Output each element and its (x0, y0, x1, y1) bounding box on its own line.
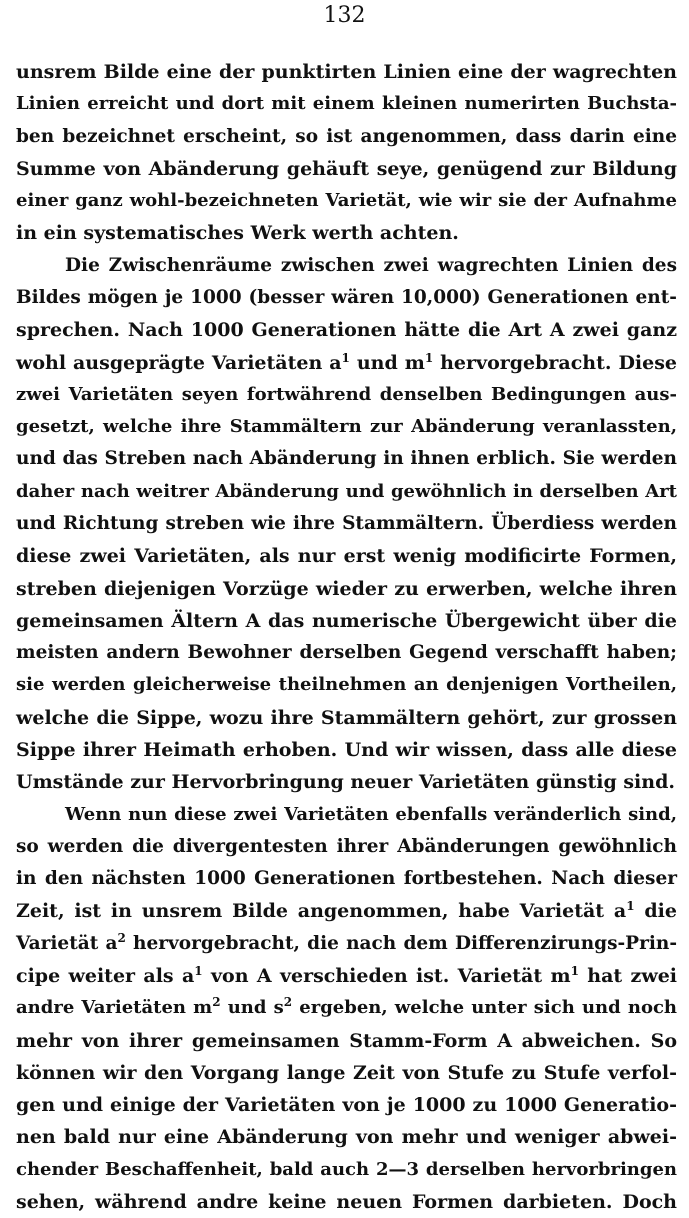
text-line: Summe von Abänderung gehäuft seye, genügend zur Bildung (16, 158, 677, 180)
page-number: 132 (323, 3, 366, 28)
text-line: welche die Sippe, wozu ihre Stammältern gehört, zur grossen (16, 707, 677, 729)
text-line: zwei Varietäten seyen fortwährend denselben Bedingungen aus- (16, 384, 677, 405)
text-line: Sippe ihrer Heimath erhoben. Und wir wissen, dass alle diese (16, 739, 677, 761)
superscript: 1 (194, 964, 203, 978)
text-line: unsrem Bilde eine der punktirten Linien eine der wagrechten (16, 61, 677, 83)
superscript: 2 (117, 931, 126, 945)
superscript: 2 (212, 995, 221, 1009)
text-line: gen und einige der Varietäten von je 1000 zu 1000 Generatio- (16, 1094, 677, 1116)
text-line: so werden die divergentesten ihrer Abänderungen gewöhnlich (16, 836, 677, 857)
text-line: können wir den Vorgang lange Zeit von Stufe zu Stufe verfol- (16, 1062, 677, 1084)
text-line: Wenn nun diese zwei Varietäten ebenfalls veränderlich sind, (65, 804, 677, 825)
text-line: daher nach weitrer Abänderung und gewöhnlich in derselben Art (16, 481, 677, 502)
text-line: gemeinsamen Ältern A das numerische Übergewicht über die (16, 610, 677, 632)
superscript: 2 (283, 995, 293, 1009)
superscript: 1 (424, 351, 434, 365)
text-line: andre Varietäten $m^2$ und $s^2$ ergeben, welche unter sich und noch (16, 995, 678, 1018)
text-line: sehen, während andre keine neuen Formen darbieten. Doch (16, 1191, 677, 1213)
text-line: Die Zwischenräume zwischen zwei wagrechten Linien des (65, 255, 677, 276)
text-line: sprechen. Nach 1000 Generationen hätte die Art A zwei ganz (16, 319, 677, 341)
text-line: Umstände zur Hervorbringung neuer Varietäten günstig sind. (16, 771, 675, 793)
text-line: meisten andern Bewohner derselben Gegend verschafft haben; (16, 642, 677, 663)
text-line: diese zwei Varietäten, als nur erst wenig modificirte Formen, (16, 545, 677, 567)
text-line: wohl ausgeprägte Varietäten $a^1$ und $m^1$ hervorgebracht. Diese (16, 351, 678, 374)
text-line: Varietät $a^2$ hervorgebracht, die nach dem Differenzirungs-Prin- (16, 931, 677, 954)
text-line: in ein systematisches Werk werth achten. (16, 222, 459, 244)
superscript: 1 (341, 351, 350, 365)
text-line: Linien erreicht und dort mit einem kleinen numerirten Buchsta- (16, 93, 677, 114)
text-line: ben bezeichnet erscheint, so ist angenommen, dass darin eine (16, 126, 677, 147)
text-line: streben diejenigen Vorzüge wieder zu erwerben, welche ihren (16, 578, 677, 600)
text-line: Zeit, ist in unsrem Bilde angenommen, habe Varietät $a^1$ die (16, 899, 677, 922)
text-line: und Richtung streben wie ihre Stammältern. Überdiess werden (16, 513, 677, 534)
text-line: einer ganz wohl-bezeichneten Varietät, wie wir sie der Aufnahme (16, 190, 677, 211)
text-line: Bildes mögen je 1000 (besser wären 10,000) Generationen ent- (16, 287, 677, 308)
text-line: cipe weiter als $a^1$ von A verschieden ist. Varietät $m^1$ hat zwei (16, 964, 677, 987)
superscript: 1 (626, 899, 635, 913)
text-line: gesetzt, welche ihre Stammältern zur Abänderung veranlassten, (16, 416, 677, 437)
text-line: und das Streben nach Abänderung in ihnen erblich. Sie werden (16, 448, 677, 469)
text-line: in den nächsten 1000 Generationen fortbestehen. Nach dieser (16, 868, 677, 889)
text-line: nen bald nur eine Abänderung von mehr und weniger abwei- (16, 1126, 677, 1148)
text-line: sie werden gleicherweise theilnehmen an denjenigen Vortheilen, (16, 674, 677, 695)
text-line: chender Beschaffenheit, bald auch 2—3 derselben hervorbringen (16, 1159, 677, 1180)
superscript: 1 (570, 964, 579, 978)
text-line: mehr von ihrer gemeinsamen Stamm-Form A abweichen. So (16, 1030, 677, 1052)
